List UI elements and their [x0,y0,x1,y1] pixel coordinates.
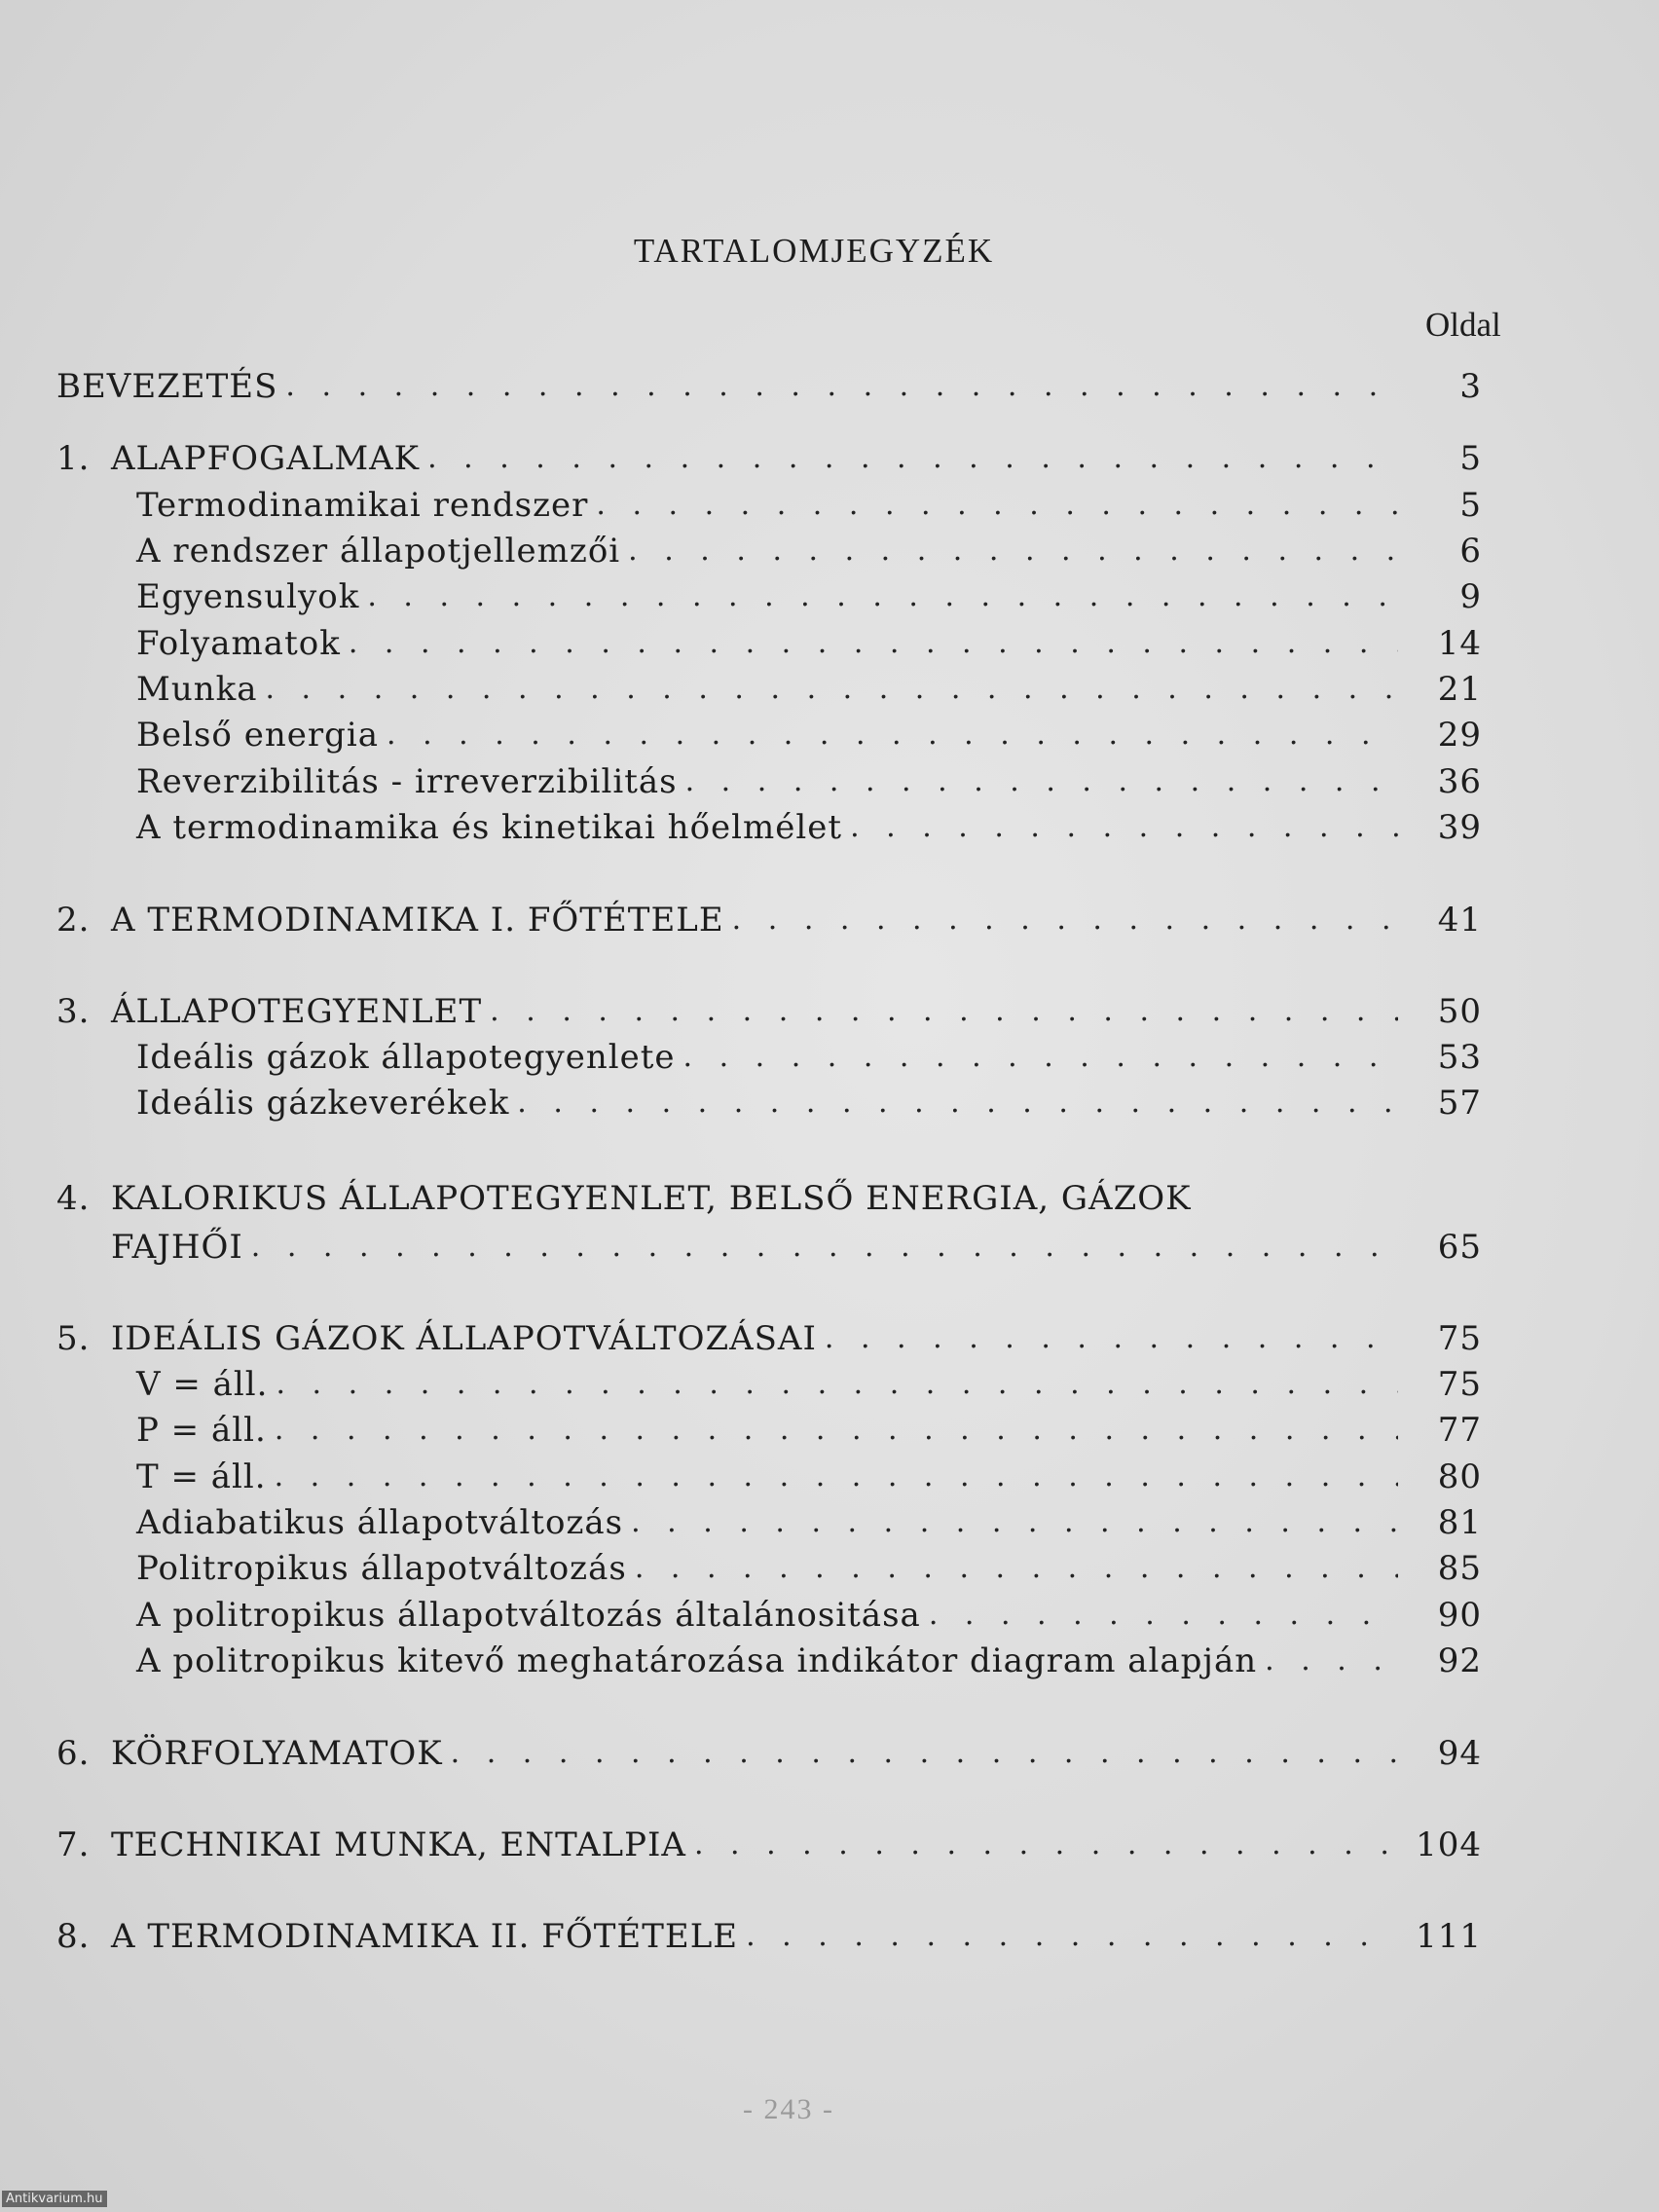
page-column-header: Oldal [1425,306,1501,344]
toc-entry-label: ALAPFOGALMAK [111,439,421,478]
toc-entry-label: ÁLLAPOTEGYENLET [111,992,483,1031]
toc-entry [56,1912,1482,1957]
leader-dots [685,761,1398,802]
page-title: TARTALOMJEGYZÉK [633,232,995,270]
toc-entry-page: 81 [1437,1503,1482,1542]
toc-entry-continuation [111,1223,1482,1268]
toc-entry-page: 94 [1437,1734,1482,1773]
toc-subentry [136,803,1482,848]
toc-entry-label: Ideális gázkeverékek [136,1084,510,1123]
toc-entry-number: 6. [56,1734,91,1773]
toc-subentry [136,572,1482,617]
leader-dots [683,1037,1399,1078]
toc-entry-page: 85 [1437,1549,1482,1588]
toc-entry-label: BEVEZETÉS [56,367,278,406]
toc-entry-number: 8. [56,1917,91,1956]
toc-entry-number: 7. [56,1825,91,1864]
toc-entry-page: 75 [1437,1365,1482,1404]
leader-dots [825,1318,1398,1359]
toc-entry-page: 75 [1437,1319,1482,1358]
toc-entry-label: Reverzibilitás - irreverzibilitás [136,762,678,801]
toc-entry-label: Munka [136,670,258,709]
toc-entry-page: 5 [1459,439,1482,478]
toc-entry-page: 21 [1437,670,1482,709]
toc-entry-label: A politropikus kitevő meghatározása indikátor diagram alapján [136,1641,1258,1680]
leader-dots [275,1456,1398,1497]
leader-dots [517,1083,1398,1124]
toc-entry-label: Adiabatikus állapotváltozás [136,1503,624,1542]
leader-dots [746,1916,1398,1957]
toc-entry-page: 9 [1459,577,1482,616]
toc-entry-page: 5 [1459,486,1482,525]
leader-dots [694,1825,1398,1865]
toc-subentry [136,711,1482,756]
toc-entry-page: 39 [1437,808,1482,847]
toc-subentry [136,1360,1482,1405]
toc-entry-label: P = áll. [136,1411,267,1450]
toc-entry-page: 90 [1437,1596,1482,1635]
toc-subentry [136,1079,1482,1124]
toc-entry-label: V = áll. [136,1365,269,1404]
toc-entry-label: A termodinamika és kinetikai hőelmélet [136,808,843,847]
toc-entry [56,362,1482,407]
leader-dots [850,807,1398,848]
toc-entry-page: 57 [1437,1084,1482,1123]
toc-entry-page: 92 [1437,1641,1482,1680]
toc-entry-page: 104 [1416,1825,1482,1864]
toc-entry-page: 80 [1437,1457,1482,1496]
leader-dots [1265,1641,1398,1681]
toc-subentry [136,1544,1482,1589]
toc-entry-label: KALORIKUS ÁLLAPOTEGYENLET, BELSŐ ENERGIA, GÁZOK [111,1179,1192,1218]
toc-subentry [136,1637,1482,1681]
toc-entry-label: KÖRFOLYAMATOK [111,1734,443,1773]
toc-subentry [136,1498,1482,1543]
toc-entry-page: 111 [1416,1917,1482,1956]
toc-subentry [136,665,1482,710]
leader-dots [275,1410,1398,1451]
toc-entry-label: TECHNIKAI MUNKA, ENTALPIA [111,1825,686,1864]
leader-dots [276,1364,1398,1405]
page-number: - 243 - [743,2093,834,2125]
leader-dots [732,900,1398,940]
toc-entry-number: 1. [56,439,91,478]
leader-dots [628,531,1398,571]
toc-entry-page: 3 [1459,367,1482,406]
toc-subentry [136,527,1482,571]
toc-subentry [136,757,1482,802]
leader-dots [427,438,1398,479]
leader-dots [251,1227,1398,1268]
toc-entry-label: FAJHŐI [111,1228,243,1267]
toc-entry-label: T = áll. [136,1457,267,1496]
toc-entry-label: Politropikus állapotváltozás [136,1549,627,1588]
leader-dots [285,366,1398,407]
leader-dots [631,1502,1398,1543]
toc-entry [56,434,1482,479]
toc-entry-label: Ideális gázok állapotegyenlete [136,1038,676,1077]
toc-entry [56,1729,1482,1774]
toc-subentry [136,619,1482,664]
toc-entry-page: 29 [1437,716,1482,755]
toc-entry-number: 2. [56,901,91,940]
leader-dots [451,1733,1398,1774]
toc-entry-page: 36 [1437,762,1482,801]
toc-entry-page: 53 [1437,1038,1482,1077]
toc-entry-page: 77 [1437,1411,1482,1450]
toc-entry-label: Termodinamikai rendszer [136,486,589,525]
leader-dots [349,623,1398,664]
toc-entry-label: A TERMODINAMIKA I. FŐTÉTELE [111,901,724,940]
toc-entry-number: 4. [56,1179,91,1218]
toc-subentry [136,1591,1482,1636]
toc-entry [56,896,1482,940]
toc-entry-label: Belső energia [136,716,380,755]
toc-entry [56,1174,1482,1219]
toc-entry-number: 5. [56,1319,91,1358]
toc-entry [56,1821,1482,1865]
toc-subentry [136,1406,1482,1451]
toc-entry-page: 41 [1437,901,1482,940]
leader-dots [387,715,1398,756]
leader-dots [265,669,1398,710]
toc-entry-label: IDEÁLIS GÁZOK ÁLLAPOTVÁLTOZÁSAI [111,1319,817,1358]
watermark-logo: Antikvarium.hu [2,2191,107,2207]
leader-dots [367,576,1398,617]
toc-entry-page: 50 [1437,992,1482,1031]
leader-dots [635,1548,1398,1589]
leader-dots [490,991,1398,1032]
toc-entry-label: A TERMODINAMIKA II. FŐTÉTELE [111,1917,739,1956]
toc-subentry [136,1453,1482,1497]
toc-entry-label: Egyensulyok [136,577,360,616]
toc-entry-label: A politropikus állapotváltozás általánositása [136,1596,921,1635]
toc-entry-label: A rendszer állapotjellemzői [136,532,621,571]
toc-entry [56,987,1482,1032]
toc-entry [56,1314,1482,1359]
toc-subentry [136,1033,1482,1078]
toc-subentry [136,481,1482,526]
leader-dots [929,1595,1398,1636]
toc-entry-label: Folyamatok [136,624,341,663]
toc-entry-page: 65 [1437,1228,1482,1267]
toc-entry-page: 6 [1459,532,1482,571]
leader-dots [596,485,1398,526]
toc-entry-number: 3. [56,992,91,1031]
toc-entry-page: 14 [1437,624,1482,663]
